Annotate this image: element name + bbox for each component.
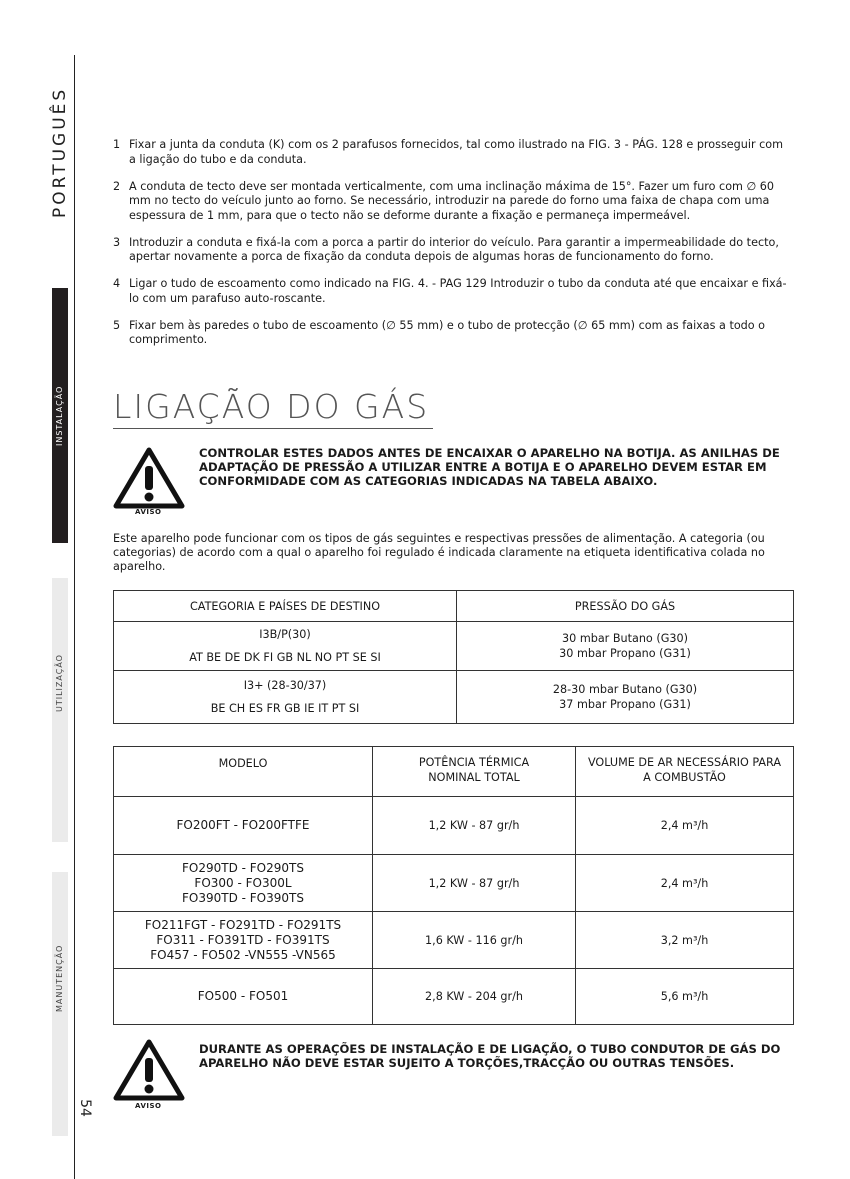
power-cell: 1,2 KW - 87 gr/h [373,797,576,855]
air-cell: 5,6 m³/h [576,969,794,1025]
tab-maintenance[interactable] [52,872,68,1136]
power-cell: 2,8 KW - 204 gr/h [373,969,576,1025]
category-code: I3+ (28-30/37) [243,679,327,692]
step-item [113,138,793,167]
step-number: 1 [113,138,121,151]
model-name: FO390TD - FO390TS [182,890,304,905]
gas-category-table [113,590,794,724]
language-label: PORTUGUÊS [50,86,70,218]
step-item [113,277,793,306]
table-row [114,671,794,724]
country-list: AT BE DE DK FI GB NL NO PT SE SI [189,651,381,664]
pressure-propane: 37 mbar Propano (G31) [559,698,691,711]
step-text: Fixar bem às paredes o tubo de escoamento (∅ 55 mm) e o tubo de protecção (∅ 65 mm) com as faixas a todo o comprimento. [129,318,766,346]
header-text: VOLUME DE AR NECESSÁRIO PARA A COMBUSTÃO [587,756,782,784]
model-name: FO290TD - FO290TS [182,860,304,875]
step-text: A conduta de tecto deve ser montada verticalmente, com uma inclinação máxima de 15°. Fazer um furo com ∅ 60 mm no tecto do veículo junto ao forno. Se necessário, introduzir na parede do forno uma faixa de chapa com uma espessura de 1 mm, para que o tecto não se deforme durante a fixação e permaneça impermeável. [129,179,775,222]
pressure-butane: 30 mbar Butano (G30) [562,632,688,645]
model-cell [114,969,373,1025]
step-text: Introduzir a conduta e fixá-la com a porca a partir do interior do veículo. Para garantir a impermeabilidade do tecto, apertar novamente a porca de fixação da conduta depois de algumas horas de funcionamento do forno. [129,235,779,263]
warning-block [113,446,793,522]
model-name: FO200FT - FO200FTFE [176,818,310,832]
table-row [114,969,794,1025]
model-cell [114,912,373,969]
pressure-cell [457,671,794,724]
page-number: 54 [76,1099,93,1117]
air-cell: 3,2 m³/h [576,912,794,969]
category-code: I3B/P(30) [259,628,311,641]
warning-text: CONTROLAR ESTES DADOS ANTES DE ENCAIXAR O APARELHO NA BOTIJA. AS ANILHAS DE ADAPTAÇÃO DE PRESSÃO A UTILIZAR ENTRE A BOTIJA E O APARELHO DEVEM ESTAR EM CONFORMIDADE COM AS CATEGORIAS INDICADAS NA TABELA ABAIXO. [199,446,780,488]
model-name: FO500 - FO501 [197,989,289,1003]
country-list: BE CH ES FR GB IE IT PT SI [210,702,360,715]
table-row [114,622,794,671]
table-header: PRESSÃO DO GÁS [457,591,794,622]
margin-rule [74,55,75,1179]
step-item [113,180,793,224]
model-name: FO457 - FO502 -VN555 -VN565 [150,947,336,962]
pressure-cell [457,622,794,671]
header-text: POTÊNCIA TÉRMICA NOMINAL TOTAL [418,756,530,784]
air-cell: 2,4 m³/h [576,797,794,855]
step-number: 3 [113,235,121,249]
model-cell [114,797,373,855]
step-item [113,319,793,348]
step-item [113,236,793,265]
air-cell: 2,4 m³/h [576,855,794,912]
table-row [114,912,794,969]
warning-label: AVISO [135,1102,162,1110]
warning-text: DURANTE AS OPERAÇÕES DE INSTALAÇÃO E DE LIGAÇÃO, O TUBO CONDUTOR DE GÁS DO APARELHO NÃO DEVE ESTAR SUJEITO A TORÇÕES,TRACÇÃO OU OUTRAS TENSÕES. [199,1042,781,1070]
model-table [113,746,794,1025]
tab-usage[interactable] [52,578,68,842]
power-cell: 1,2 KW - 87 gr/h [373,855,576,912]
table-row [114,855,794,912]
step-text: Ligar o tudo de escoamento como indicado na FIG. 4. - PAG 129 Introduzir o tubo da conduta até que encaixar e fixá-lo com um parafuso auto-roscante. [129,277,787,305]
category-cell [114,622,457,671]
step-text: Fixar a junta da conduta (K) com os 2 parafusos fornecidos, tal como ilustrado na FIG. 3 - PÁG. 128 e prosseguir com a ligação do tubo e da conduta. [129,138,784,166]
model-name: FO311 - FO391TD - FO391TS [156,932,330,947]
pressure-butane: 28-30 mbar Butano (G30) [552,683,698,696]
warning-label: AVISO [135,508,162,516]
step-number: 5 [113,318,121,332]
tab-installation-label: INSTALAÇÃO [55,385,64,446]
table-row [114,797,794,855]
table-header [373,747,576,797]
tab-installation[interactable] [52,288,68,543]
tab-usage-label: UTILIZAÇÃO [55,654,64,712]
model-cell [114,855,373,912]
section-heading: LIGAÇÃO DO GÁS [113,386,433,429]
model-name: FO300 - FO300L [194,875,292,890]
table-header: MODELO [114,747,373,797]
warning-block [113,1038,793,1114]
model-name: FO211FGT - FO291TD - FO291TS [144,917,342,932]
pressure-propane: 30 mbar Propano (G31) [559,647,691,660]
step-number: 2 [113,179,121,193]
table-header [576,747,794,797]
power-cell: 1,6 KW - 116 gr/h [373,912,576,969]
intro-paragraph: Este aparelho pode funcionar com os tipos de gás seguintes e respectivas pressões de alimentação. A categoria (ou categorias) de acordo com a qual o aparelho foi regulado é indicada claramente na etiqueta identificativa colada no aparelho. [113,532,765,573]
table-header: CATEGORIA E PAÍSES DE DESTINO [114,591,457,622]
tab-maintenance-label: MANUTENÇÃO [55,944,64,1012]
category-cell [114,671,457,724]
step-number: 4 [113,277,121,290]
installation-steps [113,138,793,360]
